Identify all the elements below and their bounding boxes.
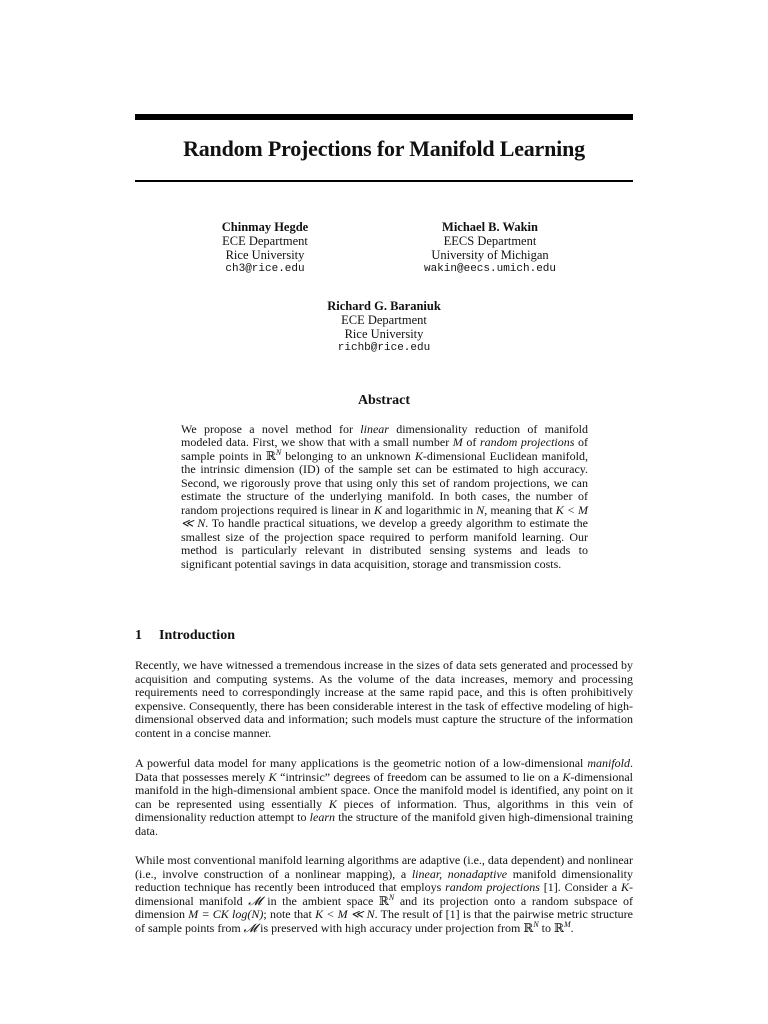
author-department: ECE Department	[222, 234, 308, 248]
author-department: ECE Department	[341, 313, 427, 327]
title-bottom-rule	[135, 180, 633, 182]
title-top-rule	[135, 114, 633, 120]
author-block	[300, 299, 468, 355]
author-affiliation: University of Michigan	[431, 248, 549, 262]
paper-title: Random Projections for Manifold Learning	[183, 136, 585, 161]
abstract-text: We propose a novel method for linear dimensionality reduction of manifold modeled data. First, we show that with a small number M of random projections of sample points in ℝ$^N$ belonging to an unknown K-dimensional Euclidean manifold, the intrinsic dimension (ID) of the sample set can be estimated to high accuracy. Second, we rigorously prove that using only this set of random projections, we can estimate the structure of the underlying manifold. In both cases, the number of random projections required is linear in K and logarithmic in N, meaning that K < M ≪ N. To handle practical situations, we develop a greedy algorithm to estimate the smallest size of the projection space required to perform manifold learning. Our method is particularly relevant in distributed sensing systems and leads to significant potential savings in data acquisition, storage and transmission costs.	[181, 422, 589, 571]
section-title: Introduction	[159, 628, 235, 643]
author-department: EECS Department	[443, 234, 537, 248]
abstract-heading: Abstract	[357, 393, 411, 408]
author-affiliation: Rice University	[344, 327, 424, 341]
author-block	[185, 220, 345, 276]
author-affiliation: Rice University	[225, 248, 305, 262]
author-email[interactable]: richb@rice.edu	[337, 342, 431, 354]
author-name: Richard G. Baraniuk	[327, 299, 441, 313]
section-heading	[135, 628, 235, 644]
author-block	[390, 220, 590, 276]
author-name: Chinmay Hegde	[221, 220, 309, 234]
intro-paragraph: Recently, we have witnessed a tremendous increase in the sizes of data sets generated and processed by acquisition and computing systems. As the volume of the data increases, memory and processing requirements need to correspondingly increase at the same rapid pace, and this is often prohibitively expensive. Consequently, there has been considerable interest in the task of effective modeling of high-dimensional observed data and information; such models must capture the structure of the information content in a concise manner.	[135, 658, 633, 740]
author-email[interactable]: ch3@rice.edu	[225, 263, 305, 275]
author-email[interactable]: wakin@eecs.umich.edu	[423, 263, 557, 275]
intro-paragraph: While most conventional manifold learning algorithms are adaptive (i.e., data dependent) and nonlinear (i.e., involve construction of a nonlinear mapping), a linear, nonadaptive manifold dimensionality reduction technique has recently been introduced that employs random projections [1]. Consider a K-dimensional manifold 𝓜 in the ambient space ℝ$^N$ and its projection onto a random subspace of dimension M = CK log(N); note that K < M ≪ N. The result of [1] is that the pairwise metric structure of sample points from 𝓜 is preserved with high accuracy under projection from ℝ$^N$ to ℝ$^M$.	[135, 853, 634, 935]
section-number: 1	[135, 628, 142, 643]
author-name: Michael B. Wakin	[442, 220, 538, 234]
intro-paragraph: A powerful data model for many applications is the geometric notion of a low-dimensional manifold. Data that possesses merely K “intrinsic” degrees of freedom can be assumed to lie on a K-dimensional manifold in the high-dimensional ambient space. Once the manifold model is identified, any point on it can be represented using essentially K pieces of information. Thus, algorithms in this vein of dimensionality reduction attempt to learn the structure of the manifold given high-dimensional training data.	[135, 756, 634, 838]
